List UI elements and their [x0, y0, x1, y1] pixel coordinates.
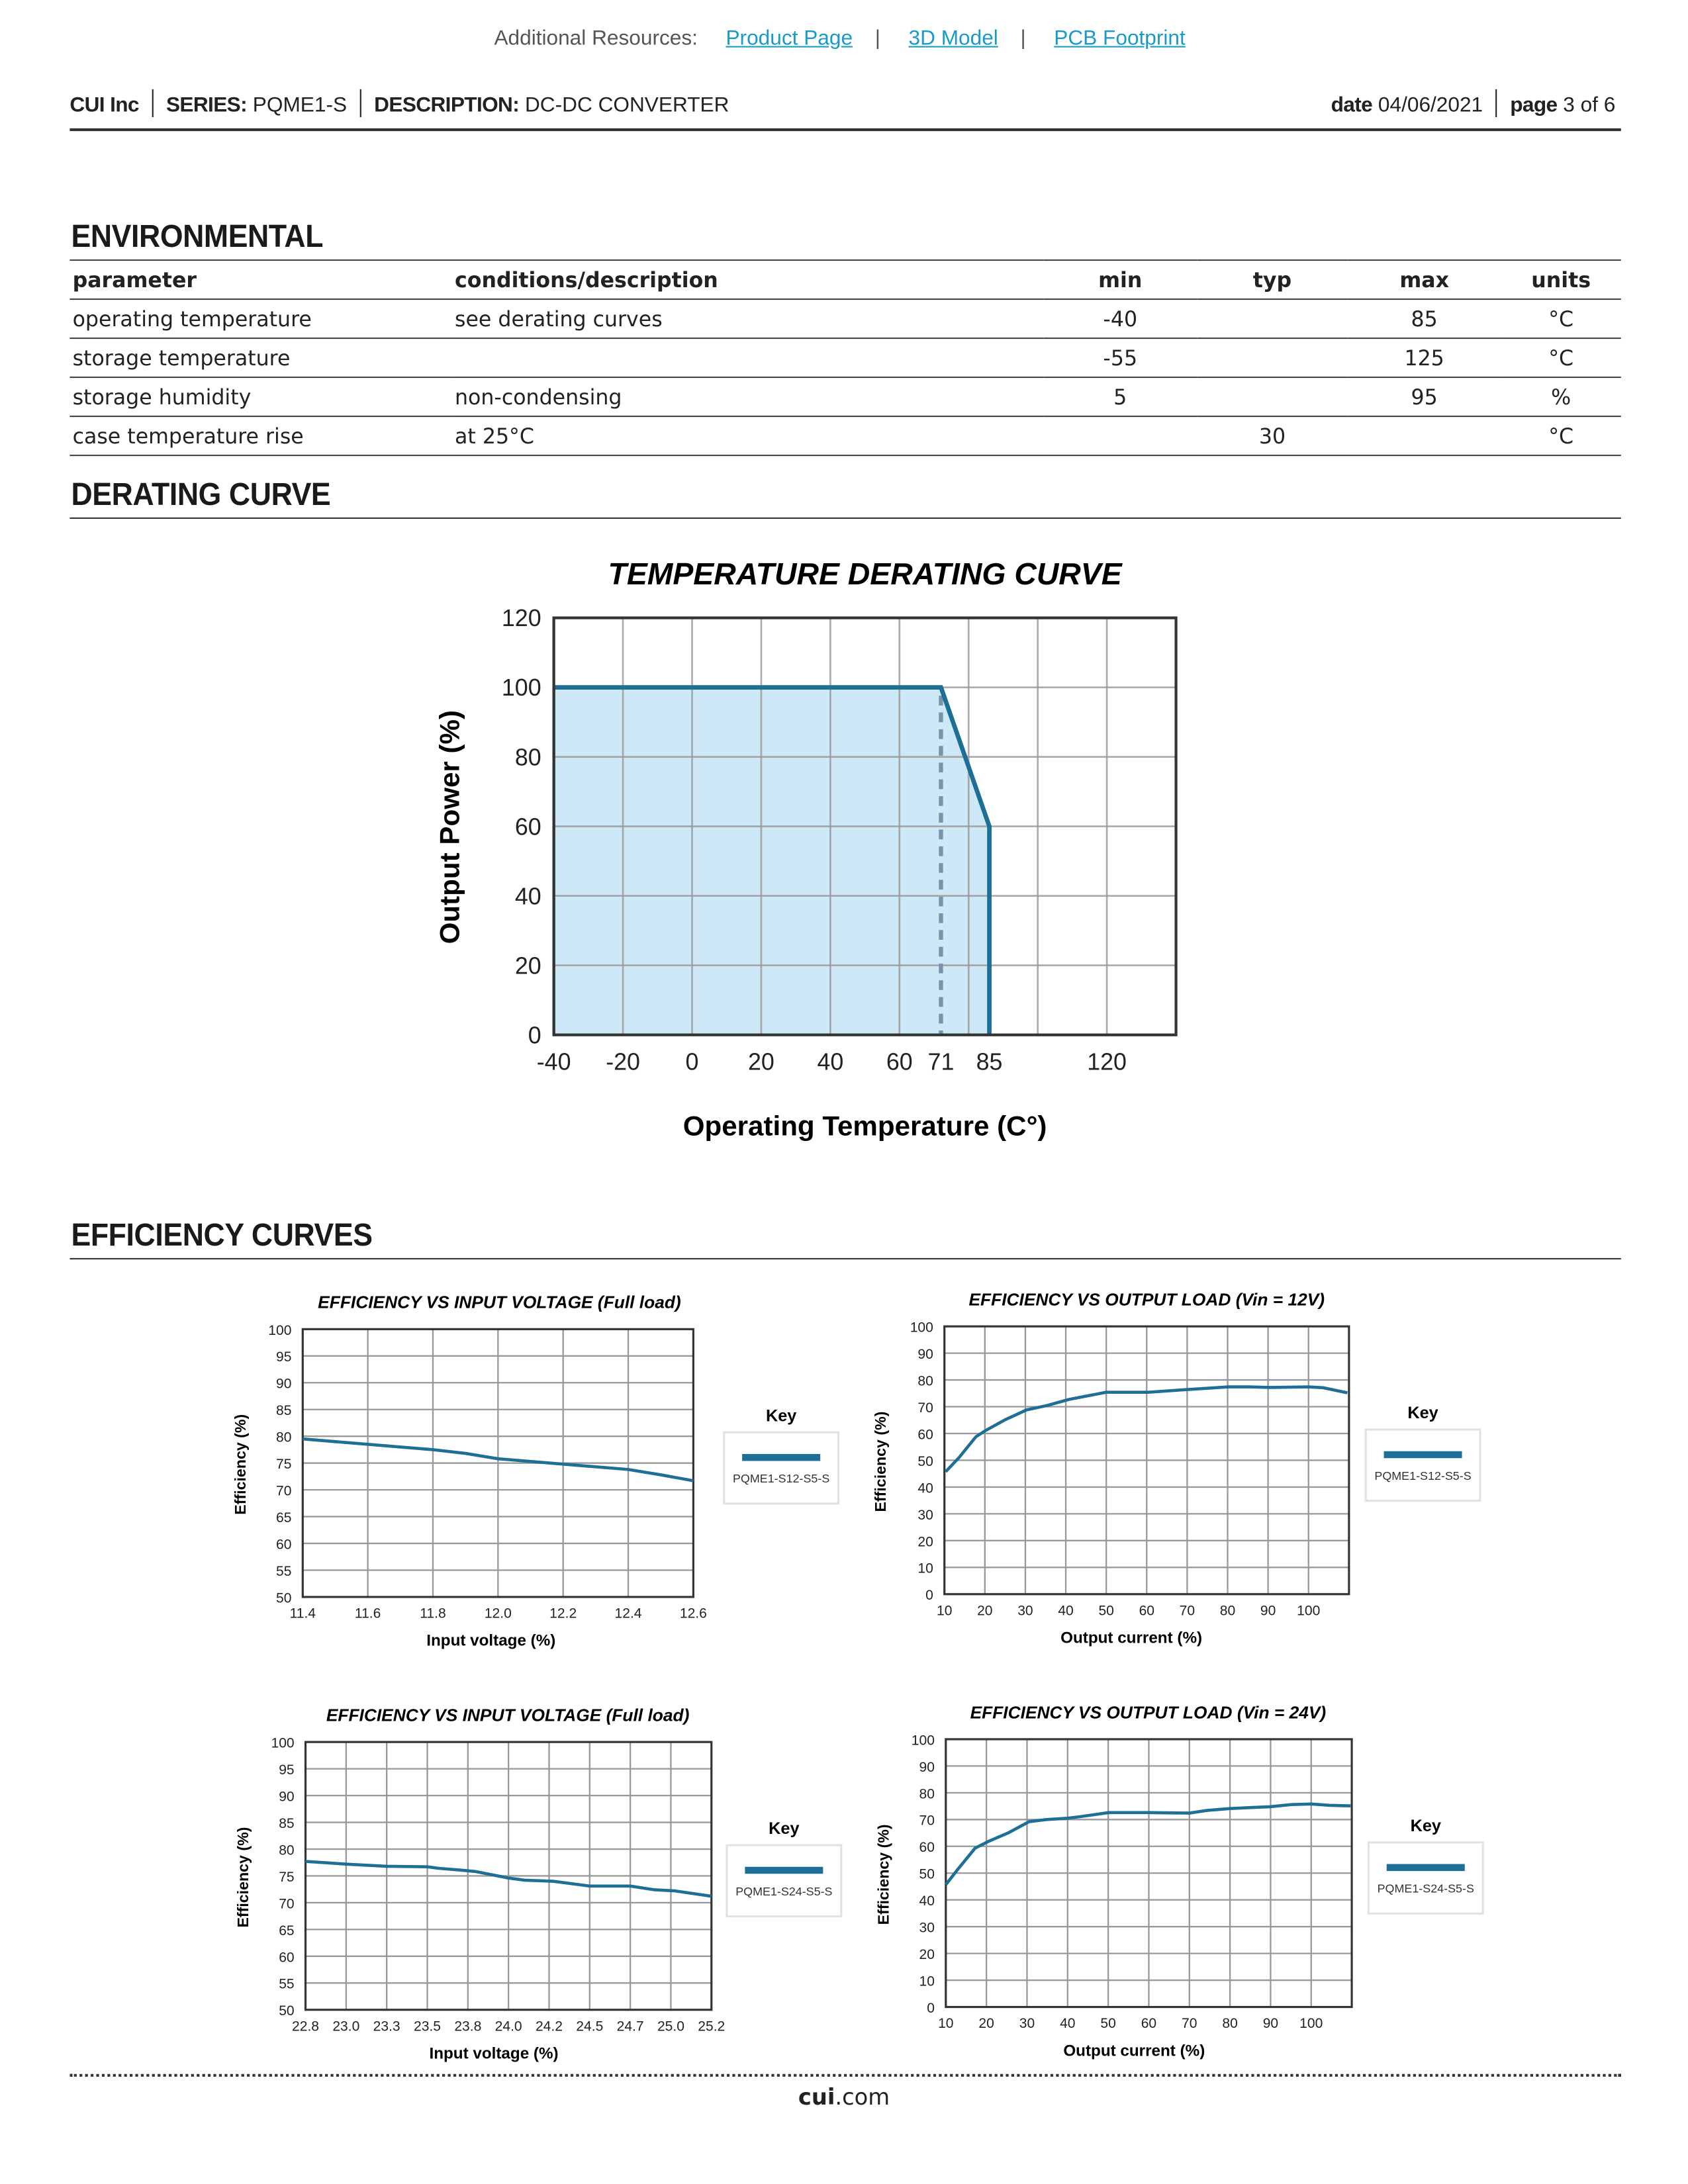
- y-tick-label: 100: [271, 1735, 295, 1751]
- y-tick-label: 90: [279, 1789, 295, 1805]
- x-tick-label: -20: [606, 1048, 640, 1075]
- x-tick-label: 11.8: [420, 1606, 446, 1621]
- y-tick-label: 120: [501, 605, 541, 632]
- y-tick-label: 80: [276, 1430, 292, 1445]
- y-tick-label: 60: [276, 1537, 292, 1553]
- x-tick-label: 71: [927, 1048, 955, 1075]
- x-tick-label: 20: [748, 1048, 774, 1075]
- y-tick-label: 60: [919, 1840, 935, 1856]
- chart-title: TEMPERATURE DERATING CURVE: [608, 557, 1122, 592]
- footer-tld: .com: [835, 2083, 890, 2111]
- y-tick-label: 55: [279, 1976, 295, 1992]
- x-tick-label: 12.0: [484, 1606, 512, 1621]
- x-tick-label: -40: [536, 1048, 571, 1075]
- y-tick-label: 10: [919, 1974, 935, 1989]
- x-tick-label: 23.0: [332, 2019, 360, 2034]
- pcb-footprint-link[interactable]: PCB Footprint: [1054, 26, 1186, 50]
- cell-conditions-description: see derating curves: [452, 299, 1044, 338]
- series-label: SERIES:: [165, 93, 248, 118]
- col-max: max: [1348, 260, 1501, 299]
- y-axis-label: Output Power (%): [434, 710, 465, 944]
- key-box: [1366, 1430, 1480, 1500]
- x-tick-label: 11.4: [289, 1606, 316, 1621]
- efficiency-heading: EFFICIENCY CURVES: [71, 1216, 373, 1253]
- efficiency-chart-eff_load_12: [872, 1290, 1480, 1647]
- col-units: units: [1501, 260, 1621, 299]
- y-axis-label: Efficiency (%): [231, 1414, 249, 1515]
- x-tick-label: 60: [1141, 2016, 1157, 2032]
- x-tick-label: 23.8: [454, 2019, 482, 2034]
- y-axis-label: Efficiency (%): [872, 1411, 890, 1512]
- col-parameter: parameter: [70, 260, 451, 299]
- col-typ: typ: [1197, 260, 1348, 299]
- y-tick-label: 20: [919, 1947, 935, 1963]
- y-tick-label: 40: [917, 1480, 933, 1496]
- key-title: Key: [769, 1819, 800, 1839]
- y-tick-label: 70: [276, 1483, 292, 1499]
- cell-min: -40: [1043, 299, 1197, 338]
- derating-heading: DERATING CURVE: [71, 475, 331, 512]
- company-name: CUI Inc: [70, 93, 139, 118]
- key-title: Key: [1410, 1817, 1441, 1836]
- y-tick-label: 90: [919, 1759, 935, 1775]
- x-tick-label: 12.2: [549, 1606, 577, 1621]
- divider: |: [1020, 26, 1026, 50]
- x-tick-label: 20: [977, 1603, 993, 1619]
- key-box: [1368, 1843, 1483, 1913]
- x-tick-label: 50: [1100, 2016, 1116, 2032]
- x-tick-label: 24.5: [576, 2019, 604, 2034]
- cell-conditions-description: non-condensing: [452, 377, 1044, 416]
- x-axis-label: Output current (%): [1060, 1629, 1203, 1647]
- efficiency-chart-eff_vin_12: [232, 1293, 839, 1650]
- y-tick-label: 40: [514, 883, 541, 910]
- series-value: PQME1-S: [252, 93, 348, 118]
- cell-units: °C: [1501, 416, 1621, 455]
- x-tick-label: 25.2: [698, 2019, 726, 2034]
- x-tick-label: 20: [978, 2016, 994, 2032]
- x-tick-label: 25.0: [657, 2019, 684, 2034]
- cell-units: °C: [1501, 338, 1621, 377]
- y-axis-label: Efficiency (%): [234, 1827, 252, 1928]
- y-tick-label: 100: [268, 1322, 292, 1338]
- key-box: [724, 1432, 839, 1503]
- col-min: min: [1043, 260, 1197, 299]
- y-tick-label: 90: [276, 1376, 292, 1392]
- y-tick-label: 75: [279, 1869, 295, 1885]
- x-tick-label: 10: [938, 2016, 954, 2032]
- page-label: page: [1510, 93, 1558, 118]
- x-tick-label: 24.2: [535, 2019, 563, 2034]
- cell-max: 95: [1348, 377, 1501, 416]
- key-box: [727, 1845, 841, 1916]
- cell-conditions-description: at 25°C: [452, 416, 1044, 455]
- col-conditions: conditions/description: [452, 260, 1044, 299]
- y-tick-label: 55: [276, 1563, 292, 1579]
- x-tick-label: 80: [1219, 1603, 1236, 1619]
- y-tick-label: 70: [917, 1400, 933, 1416]
- y-tick-label: 80: [514, 744, 541, 771]
- y-axis-label: Efficiency (%): [874, 1824, 892, 1925]
- x-axis-label: Input voltage (%): [429, 2044, 559, 2063]
- chart-title: EFFICIENCY VS INPUT VOLTAGE (Full load): [326, 1705, 690, 1725]
- x-axis-label: Input voltage (%): [426, 1631, 556, 1650]
- key-title: Key: [1407, 1404, 1438, 1423]
- x-tick-label: 30: [1017, 1603, 1033, 1619]
- y-tick-label: 50: [919, 1866, 935, 1882]
- y-tick-label: 0: [925, 1588, 933, 1604]
- cell-min: 5: [1043, 377, 1197, 416]
- x-tick-label: 12.6: [679, 1606, 707, 1621]
- y-tick-label: 100: [911, 1733, 935, 1749]
- y-tick-label: 50: [279, 2003, 295, 2019]
- x-axis-label: Output current (%): [1063, 2042, 1205, 2060]
- y-tick-label: 10: [917, 1561, 933, 1576]
- x-tick-label: 10: [936, 1603, 953, 1619]
- key-series-label: PQME1-S12-S5-S: [1374, 1469, 1472, 1482]
- cell-units: %: [1501, 377, 1621, 416]
- footer-rule: [70, 2074, 1620, 2077]
- y-tick-label: 20: [514, 952, 541, 979]
- derating-chart: [434, 557, 1176, 1141]
- y-tick-label: 0: [528, 1022, 541, 1049]
- y-tick-label: 60: [279, 1950, 295, 1966]
- y-tick-label: 95: [279, 1762, 295, 1778]
- x-tick-label: 0: [685, 1048, 699, 1075]
- date-value: 04/06/2021: [1378, 93, 1483, 118]
- y-tick-label: 75: [276, 1457, 292, 1473]
- x-tick-label: 23.3: [373, 2019, 400, 2034]
- x-tick-label: 24.0: [494, 2019, 522, 2034]
- y-tick-label: 80: [917, 1373, 933, 1389]
- y-tick-label: 85: [279, 1815, 295, 1831]
- key-series-label: PQME1-S12-S5-S: [732, 1472, 830, 1486]
- efficiency-chart-eff_vin_24: [234, 1706, 841, 2063]
- footer-brand: cui: [798, 2083, 835, 2111]
- x-tick-label: 40: [817, 1048, 844, 1075]
- date-label: date: [1331, 93, 1373, 118]
- y-tick-label: 80: [919, 1786, 935, 1802]
- x-tick-label: 60: [886, 1048, 913, 1075]
- y-tick-label: 95: [276, 1349, 292, 1365]
- x-tick-label: 40: [1060, 2016, 1076, 2032]
- description-value: DC-DC CONVERTER: [524, 93, 729, 118]
- page-value: 3 of 6: [1563, 93, 1616, 118]
- cell-max: 85: [1348, 299, 1501, 338]
- divider: |: [874, 26, 880, 50]
- y-tick-label: 70: [919, 1813, 935, 1829]
- y-tick-label: 30: [919, 1920, 935, 1936]
- derating-area: [554, 688, 990, 1035]
- y-tick-label: 0: [927, 2000, 935, 2016]
- product-page-link[interactable]: Product Page: [726, 26, 853, 50]
- cell-min: -55: [1043, 338, 1197, 377]
- y-tick-label: 65: [276, 1510, 292, 1526]
- x-tick-label: 23.5: [413, 2019, 441, 2034]
- x-tick-label: 60: [1139, 1603, 1155, 1619]
- efficiency-chart-eff_load_24: [874, 1702, 1483, 2060]
- cell-parameter: case temperature rise: [70, 416, 451, 455]
- y-tick-label: 90: [917, 1347, 933, 1363]
- x-tick-label: 80: [1222, 2016, 1238, 2032]
- x-tick-label: 11.6: [354, 1606, 381, 1621]
- 3d-model-link[interactable]: 3D Model: [908, 26, 998, 50]
- x-tick-label: 100: [1297, 1603, 1321, 1619]
- y-tick-label: 100: [910, 1320, 933, 1336]
- y-tick-label: 50: [276, 1590, 292, 1606]
- y-tick-label: 20: [917, 1534, 933, 1550]
- chart-title: EFFICIENCY VS OUTPUT LOAD (Vin = 12V): [968, 1289, 1325, 1310]
- x-tick-label: 12.4: [614, 1606, 642, 1621]
- x-tick-label: 40: [1058, 1603, 1074, 1619]
- y-tick-label: 60: [514, 813, 541, 841]
- x-axis-label: Operating Temperature (C°): [682, 1110, 1047, 1142]
- x-tick-label: 22.8: [292, 2019, 320, 2034]
- cell-parameter: storage humidity: [70, 377, 451, 416]
- key-series-label: PQME1-S24-S5-S: [735, 1884, 833, 1898]
- key-title: Key: [765, 1406, 797, 1426]
- y-tick-label: 60: [917, 1427, 933, 1443]
- x-tick-label: 120: [1087, 1048, 1127, 1075]
- x-tick-label: 24.7: [616, 2019, 644, 2034]
- key-series-label: PQME1-S24-S5-S: [1377, 1882, 1474, 1895]
- environmental-heading: ENVIRONMENTAL: [71, 217, 324, 254]
- chart-title: EFFICIENCY VS OUTPUT LOAD (Vin = 24V): [970, 1702, 1327, 1723]
- y-tick-label: 50: [917, 1453, 933, 1469]
- y-tick-label: 65: [279, 1923, 295, 1938]
- y-tick-label: 85: [276, 1403, 292, 1419]
- resources-label: Additional Resources:: [494, 26, 698, 50]
- y-tick-label: 70: [279, 1896, 295, 1912]
- description-label: DESCRIPTION:: [374, 93, 520, 118]
- x-tick-label: 30: [1019, 2016, 1035, 2032]
- x-tick-label: 50: [1098, 1603, 1114, 1619]
- cell-units: °C: [1501, 299, 1621, 338]
- x-tick-label: 90: [1260, 1603, 1276, 1619]
- x-tick-label: 70: [1179, 1603, 1196, 1619]
- chart-title: EFFICIENCY VS INPUT VOLTAGE (Full load): [318, 1292, 681, 1312]
- footer-domain: [0, 2083, 1688, 2110]
- cell-max: 125: [1348, 338, 1501, 377]
- y-tick-label: 80: [279, 1843, 295, 1858]
- x-tick-label: 85: [976, 1048, 1003, 1075]
- cell-parameter: operating temperature: [70, 299, 451, 338]
- x-tick-label: 90: [1262, 2016, 1279, 2032]
- cell-parameter: storage temperature: [70, 338, 451, 377]
- x-tick-label: 70: [1182, 2016, 1197, 2032]
- x-tick-label: 100: [1299, 2016, 1323, 2032]
- cell-typ: 30: [1197, 416, 1348, 455]
- y-tick-label: 100: [501, 674, 541, 702]
- y-tick-label: 30: [917, 1507, 933, 1523]
- y-tick-label: 40: [919, 1893, 935, 1909]
